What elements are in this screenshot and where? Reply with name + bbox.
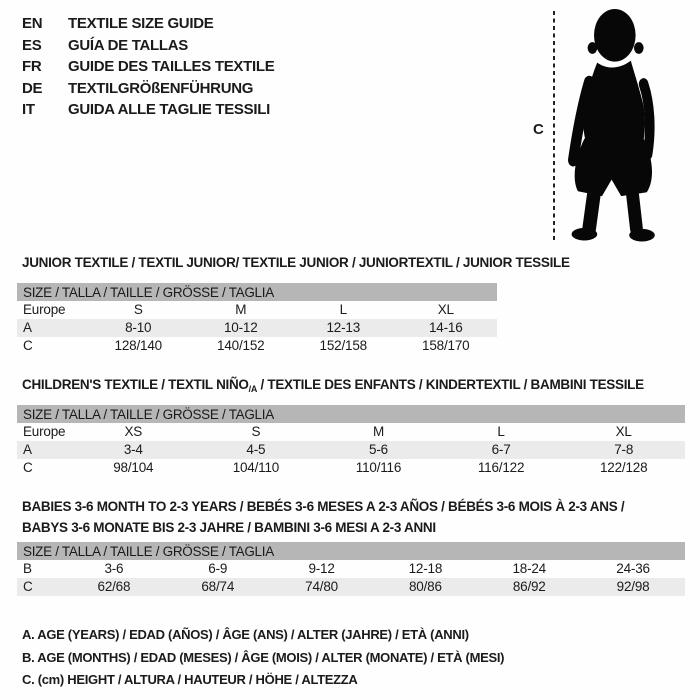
size-cell: 116/122 xyxy=(477,460,525,475)
size-cell: 5-6 xyxy=(369,442,388,457)
guide-title: TEXTILGRÖßENFÜHRUNG xyxy=(68,79,254,97)
size-cell: 92/98 xyxy=(616,579,650,594)
table-row xyxy=(17,423,685,441)
size-cell: 152/158 xyxy=(319,338,367,353)
size-cell: L xyxy=(339,302,347,317)
size-cell: XL xyxy=(437,302,454,317)
size-cell: 128/140 xyxy=(114,338,162,353)
size-cell: 158/170 xyxy=(422,338,470,353)
children-size-table xyxy=(17,405,685,477)
size-cell: M xyxy=(235,302,247,317)
size-cell: 14-16 xyxy=(428,320,463,335)
junior-size-table xyxy=(17,283,497,355)
size-cell: 68/74 xyxy=(201,579,235,594)
section-title-babies-line1: BABIES 3-6 MONTH TO 2-3 YEARS / BEBÉS 3-6 MESES A 2-3 AÑOS / BÉBÉS 3-6 MOIS À 2-3 ANS / xyxy=(22,499,625,514)
size-cell: 86/92 xyxy=(512,579,546,594)
language-code: ES xyxy=(22,36,42,54)
section-title-children-sub: /A xyxy=(248,384,258,394)
language-code: DE xyxy=(22,79,43,97)
language-title-list xyxy=(22,13,274,121)
size-cell: 12-13 xyxy=(326,320,361,335)
height-dashed-line xyxy=(553,11,555,242)
size-cell: 140/152 xyxy=(217,338,265,353)
section-title-children xyxy=(22,374,644,400)
table-row xyxy=(17,560,685,578)
size-cell: 104/110 xyxy=(232,460,280,475)
language-row xyxy=(22,13,274,35)
size-cell: M xyxy=(372,424,384,439)
row-label: Europe xyxy=(23,302,66,317)
language-code: EN xyxy=(22,15,43,32)
size-cell: 110/116 xyxy=(355,460,402,475)
section-title-children-pre: CHILDREN'S TEXTILE / TEXTIL NIÑO xyxy=(22,377,249,392)
size-cell: L xyxy=(497,424,505,439)
size-cell: 3-4 xyxy=(123,442,143,457)
size-cell: S xyxy=(133,302,143,317)
row-label: C xyxy=(23,338,33,353)
note-age-years: A. AGE (YEARS) / EDAD (AÑOS) / ÂGE (ANS) / ALTER (JAHRE) / ETÀ (ANNI) xyxy=(22,627,469,642)
section-title-children-post: / TEXTILE DES ENFANTS / KINDERTEXTIL / BAMBINI TESSILE xyxy=(257,377,644,392)
guide-title: GUÍA DE TALLAS xyxy=(68,36,188,54)
language-row xyxy=(22,56,274,78)
row-label: A xyxy=(23,320,32,335)
size-cell: 7-8 xyxy=(614,442,634,457)
size-cell: 24-36 xyxy=(616,561,650,576)
guide-title: GUIDA ALLE TAGLIE TESSILI xyxy=(68,101,270,119)
height-measure-label: C xyxy=(533,121,544,138)
size-cell: 18-24 xyxy=(512,561,546,576)
table-row xyxy=(17,441,685,459)
guide-title: TEXTILE SIZE GUIDE xyxy=(68,15,214,32)
language-row xyxy=(22,35,274,57)
size-cell: S xyxy=(251,424,261,439)
size-cell: XL xyxy=(615,424,632,439)
size-cell: 74/80 xyxy=(305,579,338,594)
language-code: IT xyxy=(22,101,35,119)
row-label: A xyxy=(23,442,32,457)
note-age-months: B. AGE (MONTHS) / EDAD (MESES) / ÂGE (MOIS) / ALTER (MONATE) / ETÀ (MESI) xyxy=(22,649,505,665)
size-cell: 98/104 xyxy=(113,460,154,475)
size-cell: 4-5 xyxy=(246,442,266,457)
row-label: B xyxy=(23,561,32,576)
table-row xyxy=(17,337,497,355)
babies-size-table xyxy=(17,542,685,596)
row-label: Europe xyxy=(23,424,66,439)
size-table-header: SIZE / TALLA / TAILLE / GRÖSSE / TAGLIA xyxy=(17,405,685,423)
legend-notes xyxy=(22,624,504,692)
table-row xyxy=(17,319,497,337)
size-cell: 6-7 xyxy=(491,442,511,457)
size-cell: 80/86 xyxy=(409,579,442,594)
size-cell: 8-10 xyxy=(125,320,152,335)
size-cell: 9-12 xyxy=(308,561,335,576)
language-row xyxy=(22,78,274,100)
size-cell: 122/128 xyxy=(599,460,648,475)
note-height-cm: C. (cm) HEIGHT / ALTURA / HAUTEUR / HÖHE / ALTEZZA xyxy=(22,672,358,688)
row-label: C xyxy=(23,460,33,475)
size-cell: 10-12 xyxy=(223,320,258,335)
language-code: FR xyxy=(22,58,42,76)
guide-title: GUIDE DES TAILLES TEXTILE xyxy=(68,58,275,76)
toddler-silhouette-icon xyxy=(562,8,666,242)
row-label: C xyxy=(23,579,33,594)
size-cell: 62/68 xyxy=(97,579,131,594)
size-cell: 12-18 xyxy=(408,561,443,576)
size-cell: 6-9 xyxy=(208,561,228,576)
size-table-header: SIZE / TALLA / TAILLE / GRÖSSE / TAGLIA xyxy=(17,283,497,301)
size-cell: 3-6 xyxy=(104,561,124,576)
section-title-junior: JUNIOR TEXTILE / TEXTIL JUNIOR/ TEXTILE JUNIOR / JUNIORTEXTIL / JUNIOR TESSILE xyxy=(22,255,570,270)
language-row xyxy=(22,99,274,121)
size-table-header: SIZE / TALLA / TAILLE / GRÖSSE / TAGLIA xyxy=(17,542,685,560)
section-title-babies-line2: BABYS 3-6 MONATE BIS 2-3 JAHRE / BAMBINI 3-6 MESI A 2-3 ANNI xyxy=(22,520,436,535)
table-row xyxy=(17,459,685,477)
table-row xyxy=(17,301,497,319)
section-title-babies xyxy=(22,496,624,538)
table-row xyxy=(17,578,685,596)
size-cell: XS xyxy=(124,424,143,439)
